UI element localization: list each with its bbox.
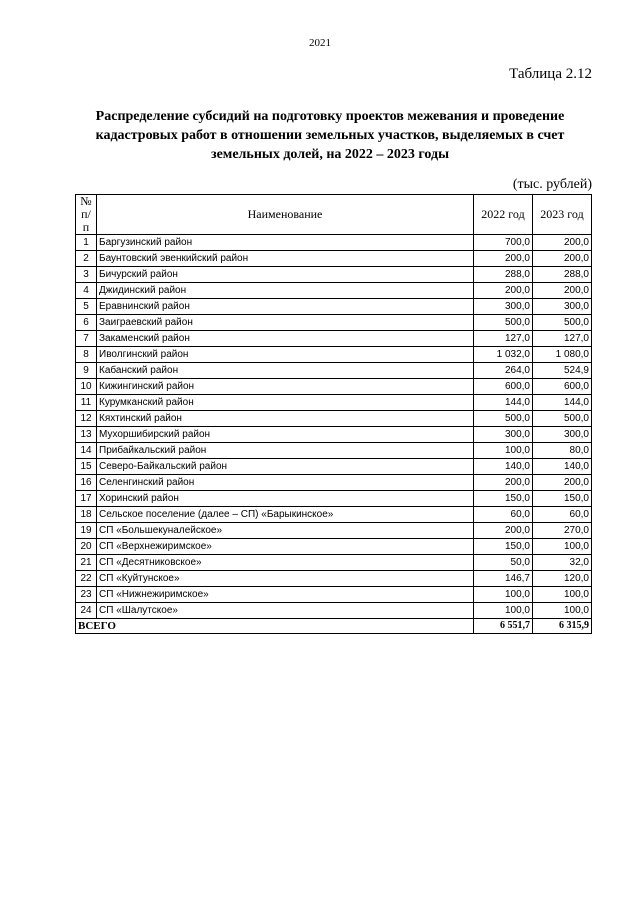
row-value-2023: 120,0	[533, 571, 592, 587]
row-value-2023: 200,0	[533, 475, 592, 491]
table-row	[76, 507, 592, 523]
table-row	[76, 459, 592, 475]
row-value-2023: 288,0	[533, 267, 592, 283]
header-2023: 2023 год	[533, 195, 592, 235]
row-value-2022: 500,0	[474, 315, 533, 331]
row-name: Джидинский район	[97, 283, 474, 299]
title-line-1: Распределение субсидий на подготовку проектов межевания и проведение	[95, 109, 565, 124]
table-row	[76, 603, 592, 619]
table-row	[76, 443, 592, 459]
row-number: 11	[76, 395, 97, 411]
row-value-2022: 600,0	[474, 379, 533, 395]
document-title	[70, 107, 590, 164]
row-value-2023: 200,0	[533, 283, 592, 299]
row-number: 16	[76, 475, 97, 491]
row-name: Еравнинский район	[97, 299, 474, 315]
total-row	[76, 619, 592, 634]
row-value-2023: 270,0	[533, 523, 592, 539]
row-name: Сельское поселение (далее – СП) «Барыкинское»	[97, 507, 474, 523]
row-value-2023: 150,0	[533, 491, 592, 507]
table-row	[76, 379, 592, 395]
row-value-2023: 500,0	[533, 411, 592, 427]
row-number: 23	[76, 587, 97, 603]
row-name: СП «Шалутское»	[97, 603, 474, 619]
table-row	[76, 587, 592, 603]
row-value-2023: 524,9	[533, 363, 592, 379]
table-row	[76, 491, 592, 507]
row-name: Селенгинский район	[97, 475, 474, 491]
header-num-line2: п/п	[81, 207, 91, 234]
row-value-2023: 500,0	[533, 315, 592, 331]
row-name: Кабанский район	[97, 363, 474, 379]
table-row	[76, 267, 592, 283]
row-value-2023: 127,0	[533, 331, 592, 347]
row-number: 24	[76, 603, 97, 619]
row-number: 14	[76, 443, 97, 459]
row-value-2023: 144,0	[533, 395, 592, 411]
row-value-2022: 146,7	[474, 571, 533, 587]
row-number: 6	[76, 315, 97, 331]
row-number: 4	[76, 283, 97, 299]
row-name: Курумканский район	[97, 395, 474, 411]
row-value-2023: 1 080,0	[533, 347, 592, 363]
row-name: Баргузинский район	[97, 235, 474, 251]
row-value-2022: 144,0	[474, 395, 533, 411]
row-value-2023: 140,0	[533, 459, 592, 475]
row-name: Иволгинский район	[97, 347, 474, 363]
total-label: ВСЕГО	[76, 619, 474, 634]
row-value-2022: 200,0	[474, 251, 533, 267]
row-name: Баунтовский эвенкийский район	[97, 251, 474, 267]
row-value-2022: 100,0	[474, 587, 533, 603]
table-row	[76, 571, 592, 587]
row-value-2022: 150,0	[474, 539, 533, 555]
row-number: 13	[76, 427, 97, 443]
row-number: 15	[76, 459, 97, 475]
row-name: Северо-Байкальский район	[97, 459, 474, 475]
row-value-2022: 264,0	[474, 363, 533, 379]
row-number: 12	[76, 411, 97, 427]
table-label: Таблица 2.12	[509, 66, 592, 82]
row-name: Заиграевский район	[97, 315, 474, 331]
table-row	[76, 427, 592, 443]
row-value-2022: 500,0	[474, 411, 533, 427]
row-value-2022: 140,0	[474, 459, 533, 475]
row-value-2023: 300,0	[533, 299, 592, 315]
row-value-2022: 300,0	[474, 299, 533, 315]
table-row	[76, 539, 592, 555]
table-row	[76, 475, 592, 491]
row-number: 20	[76, 539, 97, 555]
subsidies-table	[75, 194, 592, 634]
row-number: 9	[76, 363, 97, 379]
table-row	[76, 299, 592, 315]
table-header-row	[76, 195, 592, 235]
row-value-2023: 100,0	[533, 539, 592, 555]
row-name: СП «Десятниковское»	[97, 555, 474, 571]
row-number: 5	[76, 299, 97, 315]
row-number: 19	[76, 523, 97, 539]
row-number: 7	[76, 331, 97, 347]
table-row	[76, 555, 592, 571]
unit-note: (тыс. рублей)	[512, 177, 592, 192]
table-row	[76, 251, 592, 267]
table-row	[76, 283, 592, 299]
row-name: СП «Нижнежиримское»	[97, 587, 474, 603]
row-name: Хоринский район	[97, 491, 474, 507]
row-number: 21	[76, 555, 97, 571]
total-2023: 6 315,9	[533, 619, 592, 634]
row-value-2023: 100,0	[533, 603, 592, 619]
table-row	[76, 315, 592, 331]
row-name: Кижингинский район	[97, 379, 474, 395]
row-value-2022: 200,0	[474, 475, 533, 491]
row-name: Бичурский район	[97, 267, 474, 283]
row-number: 1	[76, 235, 97, 251]
row-value-2022: 100,0	[474, 443, 533, 459]
row-value-2022: 288,0	[474, 267, 533, 283]
title-line-2: кадастровых работ в отношении земельных участков, выделяемых в счет	[95, 128, 565, 143]
row-value-2022: 100,0	[474, 603, 533, 619]
row-value-2022: 150,0	[474, 491, 533, 507]
header-2022: 2022 год	[474, 195, 533, 235]
row-value-2022: 200,0	[474, 283, 533, 299]
table-row	[76, 363, 592, 379]
table-row	[76, 347, 592, 363]
table-row	[76, 523, 592, 539]
row-value-2023: 32,0	[533, 555, 592, 571]
row-number: 10	[76, 379, 97, 395]
row-value-2023: 80,0	[533, 443, 592, 459]
table-row	[76, 235, 592, 251]
row-name: СП «Большекуналейское»	[97, 523, 474, 539]
row-number: 22	[76, 571, 97, 587]
row-value-2023: 300,0	[533, 427, 592, 443]
row-value-2023: 200,0	[533, 251, 592, 267]
row-value-2022: 200,0	[474, 523, 533, 539]
row-value-2023: 60,0	[533, 507, 592, 523]
row-value-2023: 100,0	[533, 587, 592, 603]
row-name: СП «Куйтунское»	[97, 571, 474, 587]
table-body	[76, 235, 592, 619]
page-number: 2021	[309, 37, 331, 49]
row-number: 2	[76, 251, 97, 267]
header-name: Наименование	[97, 195, 474, 235]
row-number: 18	[76, 507, 97, 523]
table-row	[76, 395, 592, 411]
row-name: Прибайкальский район	[97, 443, 474, 459]
header-num-line1: №	[80, 194, 92, 208]
table-row	[76, 331, 592, 347]
row-name: СП «Верхнежиримское»	[97, 539, 474, 555]
row-value-2022: 60,0	[474, 507, 533, 523]
row-value-2023: 600,0	[533, 379, 592, 395]
row-value-2022: 127,0	[474, 331, 533, 347]
row-name: Мухоршибирский район	[97, 427, 474, 443]
row-name: Кяхтинский район	[97, 411, 474, 427]
row-value-2022: 300,0	[474, 427, 533, 443]
row-value-2022: 50,0	[474, 555, 533, 571]
row-value-2022: 700,0	[474, 235, 533, 251]
row-name: Закаменский район	[97, 331, 474, 347]
total-2022: 6 551,7	[474, 619, 533, 634]
row-value-2023: 200,0	[533, 235, 592, 251]
row-number: 17	[76, 491, 97, 507]
row-value-2022: 1 032,0	[474, 347, 533, 363]
header-num	[76, 195, 97, 235]
row-number: 8	[76, 347, 97, 363]
title-line-3: земельных долей, на 2022 – 2023 годы	[210, 147, 450, 162]
row-number: 3	[76, 267, 97, 283]
table-row	[76, 411, 592, 427]
